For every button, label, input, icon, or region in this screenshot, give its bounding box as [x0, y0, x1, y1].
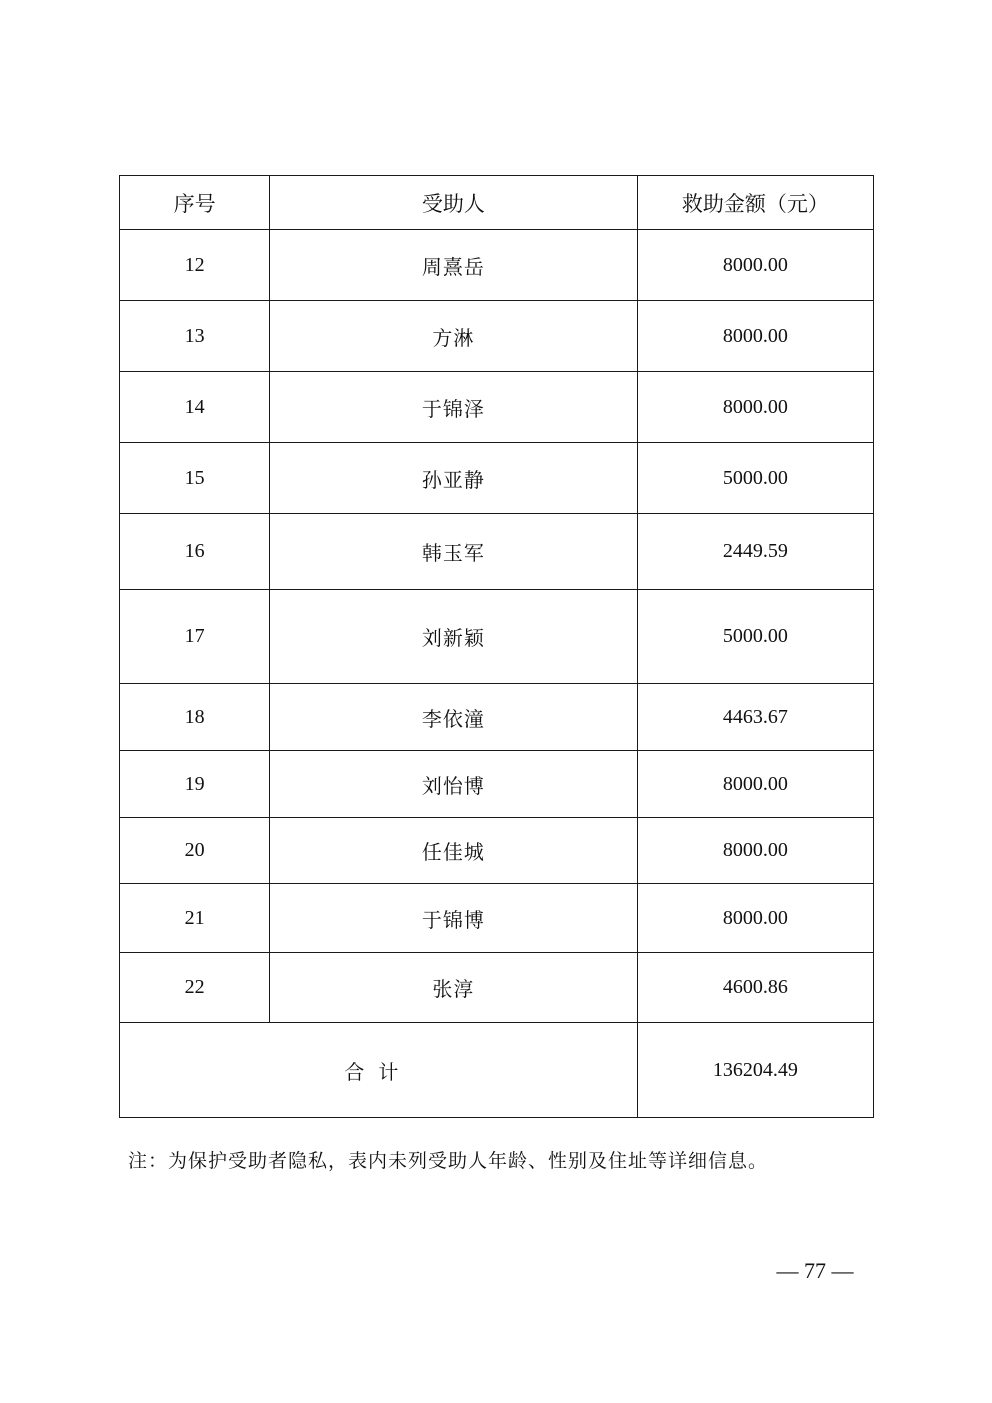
- amount-cell: 4463.67: [637, 684, 873, 751]
- recipient-cell: 于锦泽: [270, 372, 637, 443]
- total-amount: 136204.49: [637, 1023, 873, 1118]
- serial-number-cell: 13: [120, 301, 270, 372]
- amount-cell: 8000.00: [637, 751, 873, 818]
- table-row: [120, 684, 874, 751]
- amount-cell: 8000.00: [637, 884, 873, 953]
- recipient-cell: 刘新颖: [270, 590, 637, 684]
- total-label: 合计: [120, 1023, 638, 1118]
- header-recipient: 受助人: [270, 176, 637, 230]
- recipient-cell: 于锦博: [270, 884, 637, 953]
- table-row: [120, 590, 874, 684]
- serial-number-cell: 18: [120, 684, 270, 751]
- table-row: [120, 372, 874, 443]
- table-header-row: [120, 176, 874, 230]
- amount-cell: 8000.00: [637, 301, 873, 372]
- recipient-cell: 周熹岳: [270, 230, 637, 301]
- serial-number-cell: 12: [120, 230, 270, 301]
- relief-table: [119, 175, 874, 1118]
- amount-cell: 5000.00: [637, 590, 873, 684]
- total-row: [120, 1023, 874, 1118]
- table-row: [120, 818, 874, 884]
- amount-cell: 4600.86: [637, 953, 873, 1023]
- recipient-cell: 方淋: [270, 301, 637, 372]
- page-number: — 77 —: [776, 1258, 854, 1283]
- recipient-cell: 孙亚静: [270, 443, 637, 514]
- recipient-cell: 张淳: [270, 953, 637, 1023]
- header-serial-number: 序号: [120, 176, 270, 230]
- amount-cell: 2449.59: [637, 514, 873, 590]
- table-row: [120, 953, 874, 1023]
- header-relief-amount: 救助金额（元）: [637, 176, 873, 230]
- serial-number-cell: 16: [120, 514, 270, 590]
- serial-number-cell: 17: [120, 590, 270, 684]
- recipient-cell: 任佳城: [270, 818, 637, 884]
- serial-number-cell: 21: [120, 884, 270, 953]
- amount-cell: 5000.00: [637, 443, 873, 514]
- serial-number-cell: 20: [120, 818, 270, 884]
- table-row: [120, 301, 874, 372]
- table-row: [120, 514, 874, 590]
- serial-number-cell: 22: [120, 953, 270, 1023]
- serial-number-cell: 19: [120, 751, 270, 818]
- amount-cell: 8000.00: [637, 372, 873, 443]
- serial-number-cell: 14: [120, 372, 270, 443]
- table-row: [120, 230, 874, 301]
- table-row: [120, 443, 874, 514]
- table-row: [120, 751, 874, 818]
- recipient-cell: 韩玉军: [270, 514, 637, 590]
- table-row: [120, 884, 874, 953]
- recipient-cell: 刘怡博: [270, 751, 637, 818]
- amount-cell: 8000.00: [637, 230, 873, 301]
- recipient-cell: 李依潼: [270, 684, 637, 751]
- serial-number-cell: 15: [120, 443, 270, 514]
- amount-cell: 8000.00: [637, 818, 873, 884]
- privacy-note: 注：为保护受助者隐私，表内未列受助人年龄、性别及住址等详细信息。: [128, 1150, 769, 1172]
